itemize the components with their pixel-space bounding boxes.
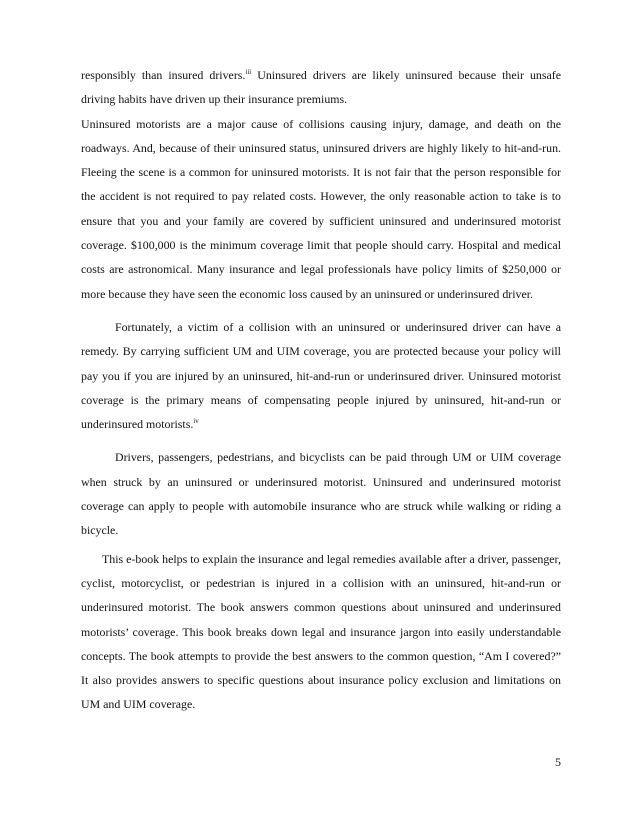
page-number: 5 [555, 755, 561, 769]
document-body [81, 63, 561, 717]
endnote-marker-iii: iii [245, 68, 252, 76]
endnote-marker-iv: iv [193, 417, 199, 426]
paragraph-4: Drivers, passengers, pedestrians, and bicyclists can be paid through UM or UIM coverage when struck by an uninsured or underinsured motorist. Uninsured and underinsured motorist coverage can apply to people with automobile insurance who are struck while walking or riding a bicycle. [81, 450, 561, 538]
paragraph-3 [81, 315, 561, 436]
paragraph-1-rest: Uninsured drivers are likely uninsured because their unsafe driving habits have driven up their insurance premiums. [81, 68, 561, 107]
paragraph-1 [81, 63, 561, 112]
paragraph-3-text: Fortunately, a victim of a collision with an uninsured or underinsured driver can have a remedy. By carrying sufficient UM and UIM coverage, you are protected because your policy will pay you if you are injured by an uninsured, hit-and-run or underinsured driver. Uninsured motorist coverage is the primary means of compensating people injured by uninsured, hit-and-run or underinsured motorists. [81, 319, 561, 432]
paragraph-2: Uninsured motorists are a major cause of collisions causing injury, damage, and death on the roadways. And, because of their uninsured status, uninsured drivers are highly likely to hit-and-run. Fleeing the scene is a common for uninsured motorists. It is not fair that the person responsible for the accident is not required to pay related costs. However, the only reasonable action to take is to ensure that you and your family are covered by sufficient uninsured and underinsured motorist coverage. $100,000 is the minimum coverage limit that people should carry. Hospital and medical costs are astronomical. Many insurance and legal professionals have policy limits of $250,000 or more because they have seen the economic loss caused by an uninsured or underinsured driver. [81, 116, 561, 301]
paragraph-1-text: responsibly than insured drivers. [81, 68, 246, 82]
paragraph-5: This e-book helps to explain the insurance and legal remedies available after a driver, passenger, cyclist, motorcyclist, or pedestrian is injured in a collision with an uninsured, hit-and-run or underinsured motorist. The book answers common questions about uninsured and underinsured motorists’ coverage. This book breaks down legal and insurance jargon into easily understandable concepts. The book attempts to provide the best answers to the common question, “Am I covered?” It also provides answers to specific questions about insurance policy exclusion and limitations on UM and UIM coverage. [81, 551, 561, 712]
